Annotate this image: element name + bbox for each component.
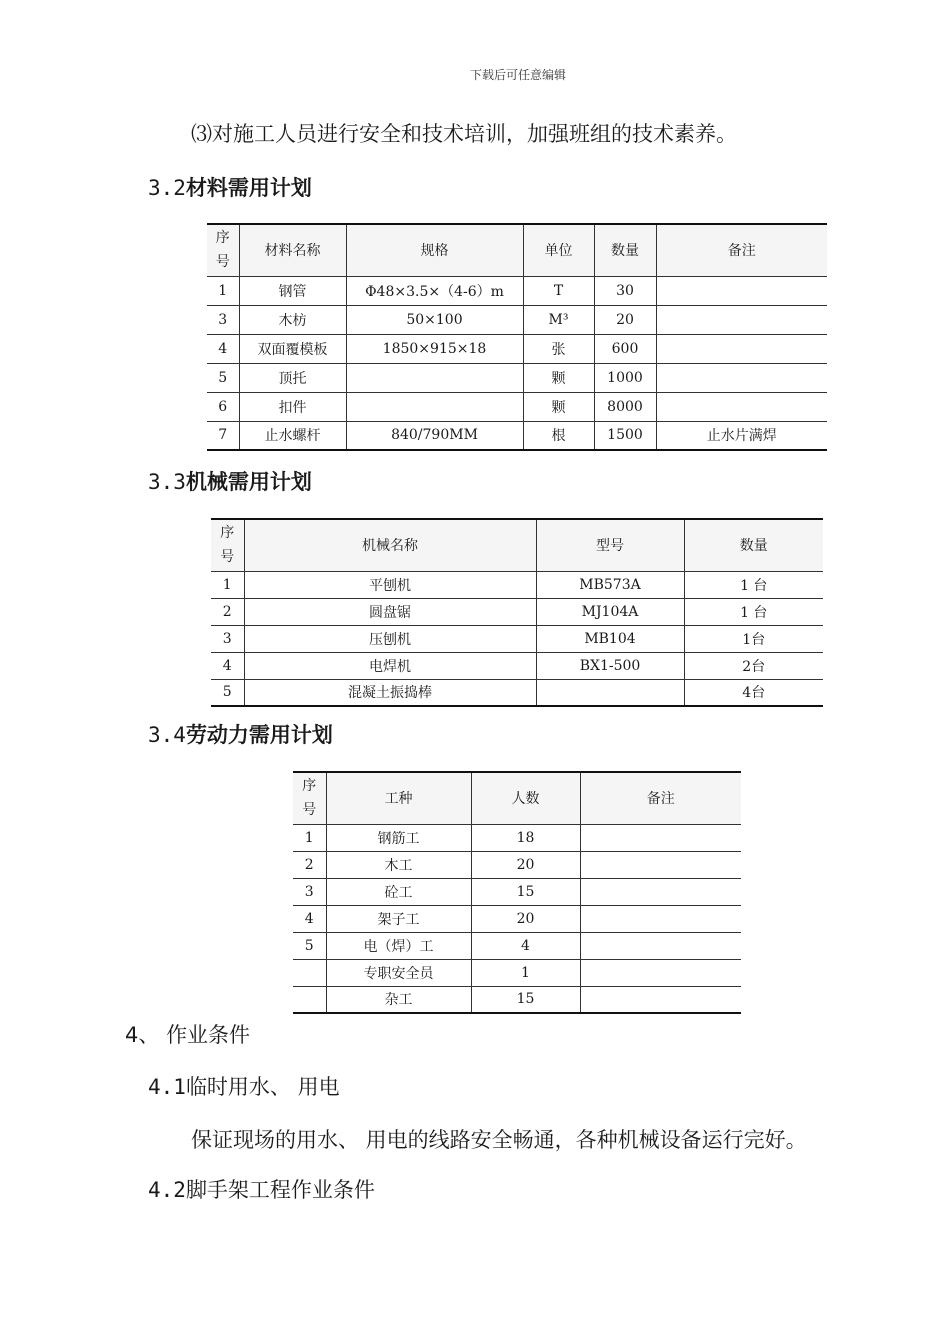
table-cell <box>346 363 523 392</box>
machinery-rows <box>211 571 823 706</box>
table-cell: 18 <box>471 824 580 851</box>
table-cell: 20 <box>471 851 580 878</box>
table-cell: 1 台 <box>684 571 823 598</box>
col-header-quantity: 数量 <box>594 224 656 276</box>
table-cell <box>656 392 827 421</box>
table-cell: 1500 <box>594 421 656 450</box>
table-cell: 架子工 <box>326 905 471 932</box>
table-cell: 1000 <box>594 363 656 392</box>
table-row <box>207 276 827 305</box>
section-number: 4.2 <box>148 1178 186 1202</box>
table-cell: 平刨机 <box>244 571 536 598</box>
table-cell: 1 <box>207 276 239 305</box>
table-cell <box>580 878 741 905</box>
table-cell: 根 <box>523 421 594 450</box>
col-header-remark: 备注 <box>580 772 741 824</box>
table-cell <box>580 824 741 851</box>
table-cell <box>293 959 326 986</box>
col-header-trade: 工种 <box>326 772 471 824</box>
intro-paragraph: ⑶对施工人员进行安全和技术培训，加强班组的技术素养。 <box>191 122 737 146</box>
table-cell <box>580 851 741 878</box>
labor-rows <box>293 824 741 1013</box>
labor-plan-table <box>293 771 741 1014</box>
material-plan-table <box>207 223 827 451</box>
table-cell: 杂工 <box>326 986 471 1013</box>
table-cell: 5 <box>207 363 239 392</box>
col-header-quantity: 数量 <box>684 519 823 571</box>
section-number: 3.2 <box>148 176 186 200</box>
section-heading-3-3 <box>148 466 312 496</box>
table-row <box>207 392 827 421</box>
table-row <box>211 625 823 652</box>
col-header-machine-name: 机械名称 <box>244 519 536 571</box>
table-cell <box>580 959 741 986</box>
table-cell: 压刨机 <box>244 625 536 652</box>
table-cell: 8000 <box>594 392 656 421</box>
table-cell: 双面覆模板 <box>239 334 346 363</box>
table-cell <box>656 305 827 334</box>
table-cell: 4 <box>211 652 244 679</box>
table-cell: Φ48×3.5×（4-6）m <box>346 276 523 305</box>
machinery-plan-table <box>211 518 823 707</box>
col-header-remark: 备注 <box>656 224 827 276</box>
table-row <box>207 363 827 392</box>
table-cell: 5 <box>211 679 244 706</box>
col-header-index: 序 号 <box>211 519 244 571</box>
table-cell: 扣件 <box>239 392 346 421</box>
table-cell: 钢管 <box>239 276 346 305</box>
col-header-headcount: 人数 <box>471 772 580 824</box>
table-cell: 840/790MM <box>346 421 523 450</box>
table-row <box>293 905 741 932</box>
table-cell <box>580 986 741 1013</box>
col-header-unit: 单位 <box>523 224 594 276</box>
table-cell: 15 <box>471 986 580 1013</box>
section-number: 4.1 <box>148 1075 186 1099</box>
section-number: 3.3 <box>148 470 186 494</box>
table-cell: 4 <box>293 905 326 932</box>
section-heading-4-2 <box>148 1174 375 1204</box>
table-cell: 专职安全员 <box>326 959 471 986</box>
table-cell: 4 <box>207 334 239 363</box>
table-cell: 1 <box>293 824 326 851</box>
table-cell: 电（焊）工 <box>326 932 471 959</box>
table-cell: 1 <box>211 571 244 598</box>
table-cell: 止水螺杆 <box>239 421 346 450</box>
section-4-1-paragraph: 保证现场的用水、 用电的线路安全畅通，各种机械设备运行完好。 <box>191 1128 807 1152</box>
table-cell: 1850×915×18 <box>346 334 523 363</box>
table-cell: 7 <box>207 421 239 450</box>
table-row <box>293 878 741 905</box>
table-cell: 4 <box>471 932 580 959</box>
table-cell: 止水片满焊 <box>656 421 827 450</box>
table-row <box>293 851 741 878</box>
table-cell: MB573A <box>536 571 684 598</box>
table-cell <box>656 334 827 363</box>
table-cell <box>346 392 523 421</box>
table-row <box>293 959 741 986</box>
table-cell: 15 <box>471 878 580 905</box>
table-row <box>211 598 823 625</box>
table-row <box>207 305 827 334</box>
table-cell: 电焊机 <box>244 652 536 679</box>
table-cell: MJ104A <box>536 598 684 625</box>
col-header-model: 型号 <box>536 519 684 571</box>
section-number: 3.4 <box>148 723 186 747</box>
table-row <box>293 986 741 1013</box>
section-title: 脚手架工程作业条件 <box>185 1178 375 1202</box>
table-cell: 圆盘锯 <box>244 598 536 625</box>
table-cell: 顶托 <box>239 363 346 392</box>
table-row <box>207 421 827 450</box>
section-title: 劳动力需用计划 <box>185 723 333 747</box>
table-row <box>211 652 823 679</box>
table-cell: BX1-500 <box>536 652 684 679</box>
section-title: 机械需用计划 <box>185 470 312 494</box>
table-cell: 2 <box>211 598 244 625</box>
section-heading-3-4 <box>148 719 333 749</box>
table-cell <box>293 986 326 1013</box>
section-number: 4、 <box>125 1023 160 1047</box>
page-header-note: 下载后可任意编辑 <box>469 68 566 82</box>
table-cell: 20 <box>471 905 580 932</box>
section-heading-4 <box>125 1019 250 1049</box>
table-cell: 600 <box>594 334 656 363</box>
table-cell: 6 <box>207 392 239 421</box>
table-cell: 砼工 <box>326 878 471 905</box>
table-row <box>207 334 827 363</box>
section-title: 临时用水、 用电 <box>185 1075 340 1099</box>
section-title: 作业条件 <box>166 1023 251 1047</box>
table-cell: 2 <box>293 851 326 878</box>
table-cell <box>580 932 741 959</box>
table-header-row <box>293 772 741 824</box>
table-header-row <box>211 519 823 571</box>
section-heading-4-1 <box>148 1071 340 1101</box>
material-rows <box>207 276 827 450</box>
table-cell <box>656 276 827 305</box>
table-cell: T <box>523 276 594 305</box>
table-cell: 3 <box>207 305 239 334</box>
section-heading-3-2 <box>148 172 312 202</box>
table-cell: 1 <box>471 959 580 986</box>
table-cell <box>656 363 827 392</box>
table-cell: 3 <box>293 878 326 905</box>
table-row <box>211 679 823 706</box>
table-cell: 张 <box>523 334 594 363</box>
table-row <box>293 824 741 851</box>
table-header-row <box>207 224 827 276</box>
table-cell: 50×100 <box>346 305 523 334</box>
table-cell <box>580 905 741 932</box>
col-header-material-name: 材料名称 <box>239 224 346 276</box>
table-row <box>293 932 741 959</box>
col-header-index: 序 号 <box>293 772 326 824</box>
table-cell: 1 台 <box>684 598 823 625</box>
table-cell: 20 <box>594 305 656 334</box>
section-title: 材料需用计划 <box>185 176 312 200</box>
table-row <box>211 571 823 598</box>
table-cell: M³ <box>523 305 594 334</box>
table-cell: 混凝土振捣棒 <box>244 679 536 706</box>
table-cell: 3 <box>211 625 244 652</box>
table-cell: MB104 <box>536 625 684 652</box>
table-cell: 5 <box>293 932 326 959</box>
col-header-spec: 规格 <box>346 224 523 276</box>
table-cell: 4台 <box>684 679 823 706</box>
table-cell: 30 <box>594 276 656 305</box>
col-header-index: 序 号 <box>207 224 239 276</box>
table-cell: 木工 <box>326 851 471 878</box>
table-cell: 2台 <box>684 652 823 679</box>
table-cell: 钢筋工 <box>326 824 471 851</box>
table-cell <box>536 679 684 706</box>
table-cell: 木枋 <box>239 305 346 334</box>
table-cell: 1台 <box>684 625 823 652</box>
table-cell: 颗 <box>523 363 594 392</box>
table-cell: 颗 <box>523 392 594 421</box>
